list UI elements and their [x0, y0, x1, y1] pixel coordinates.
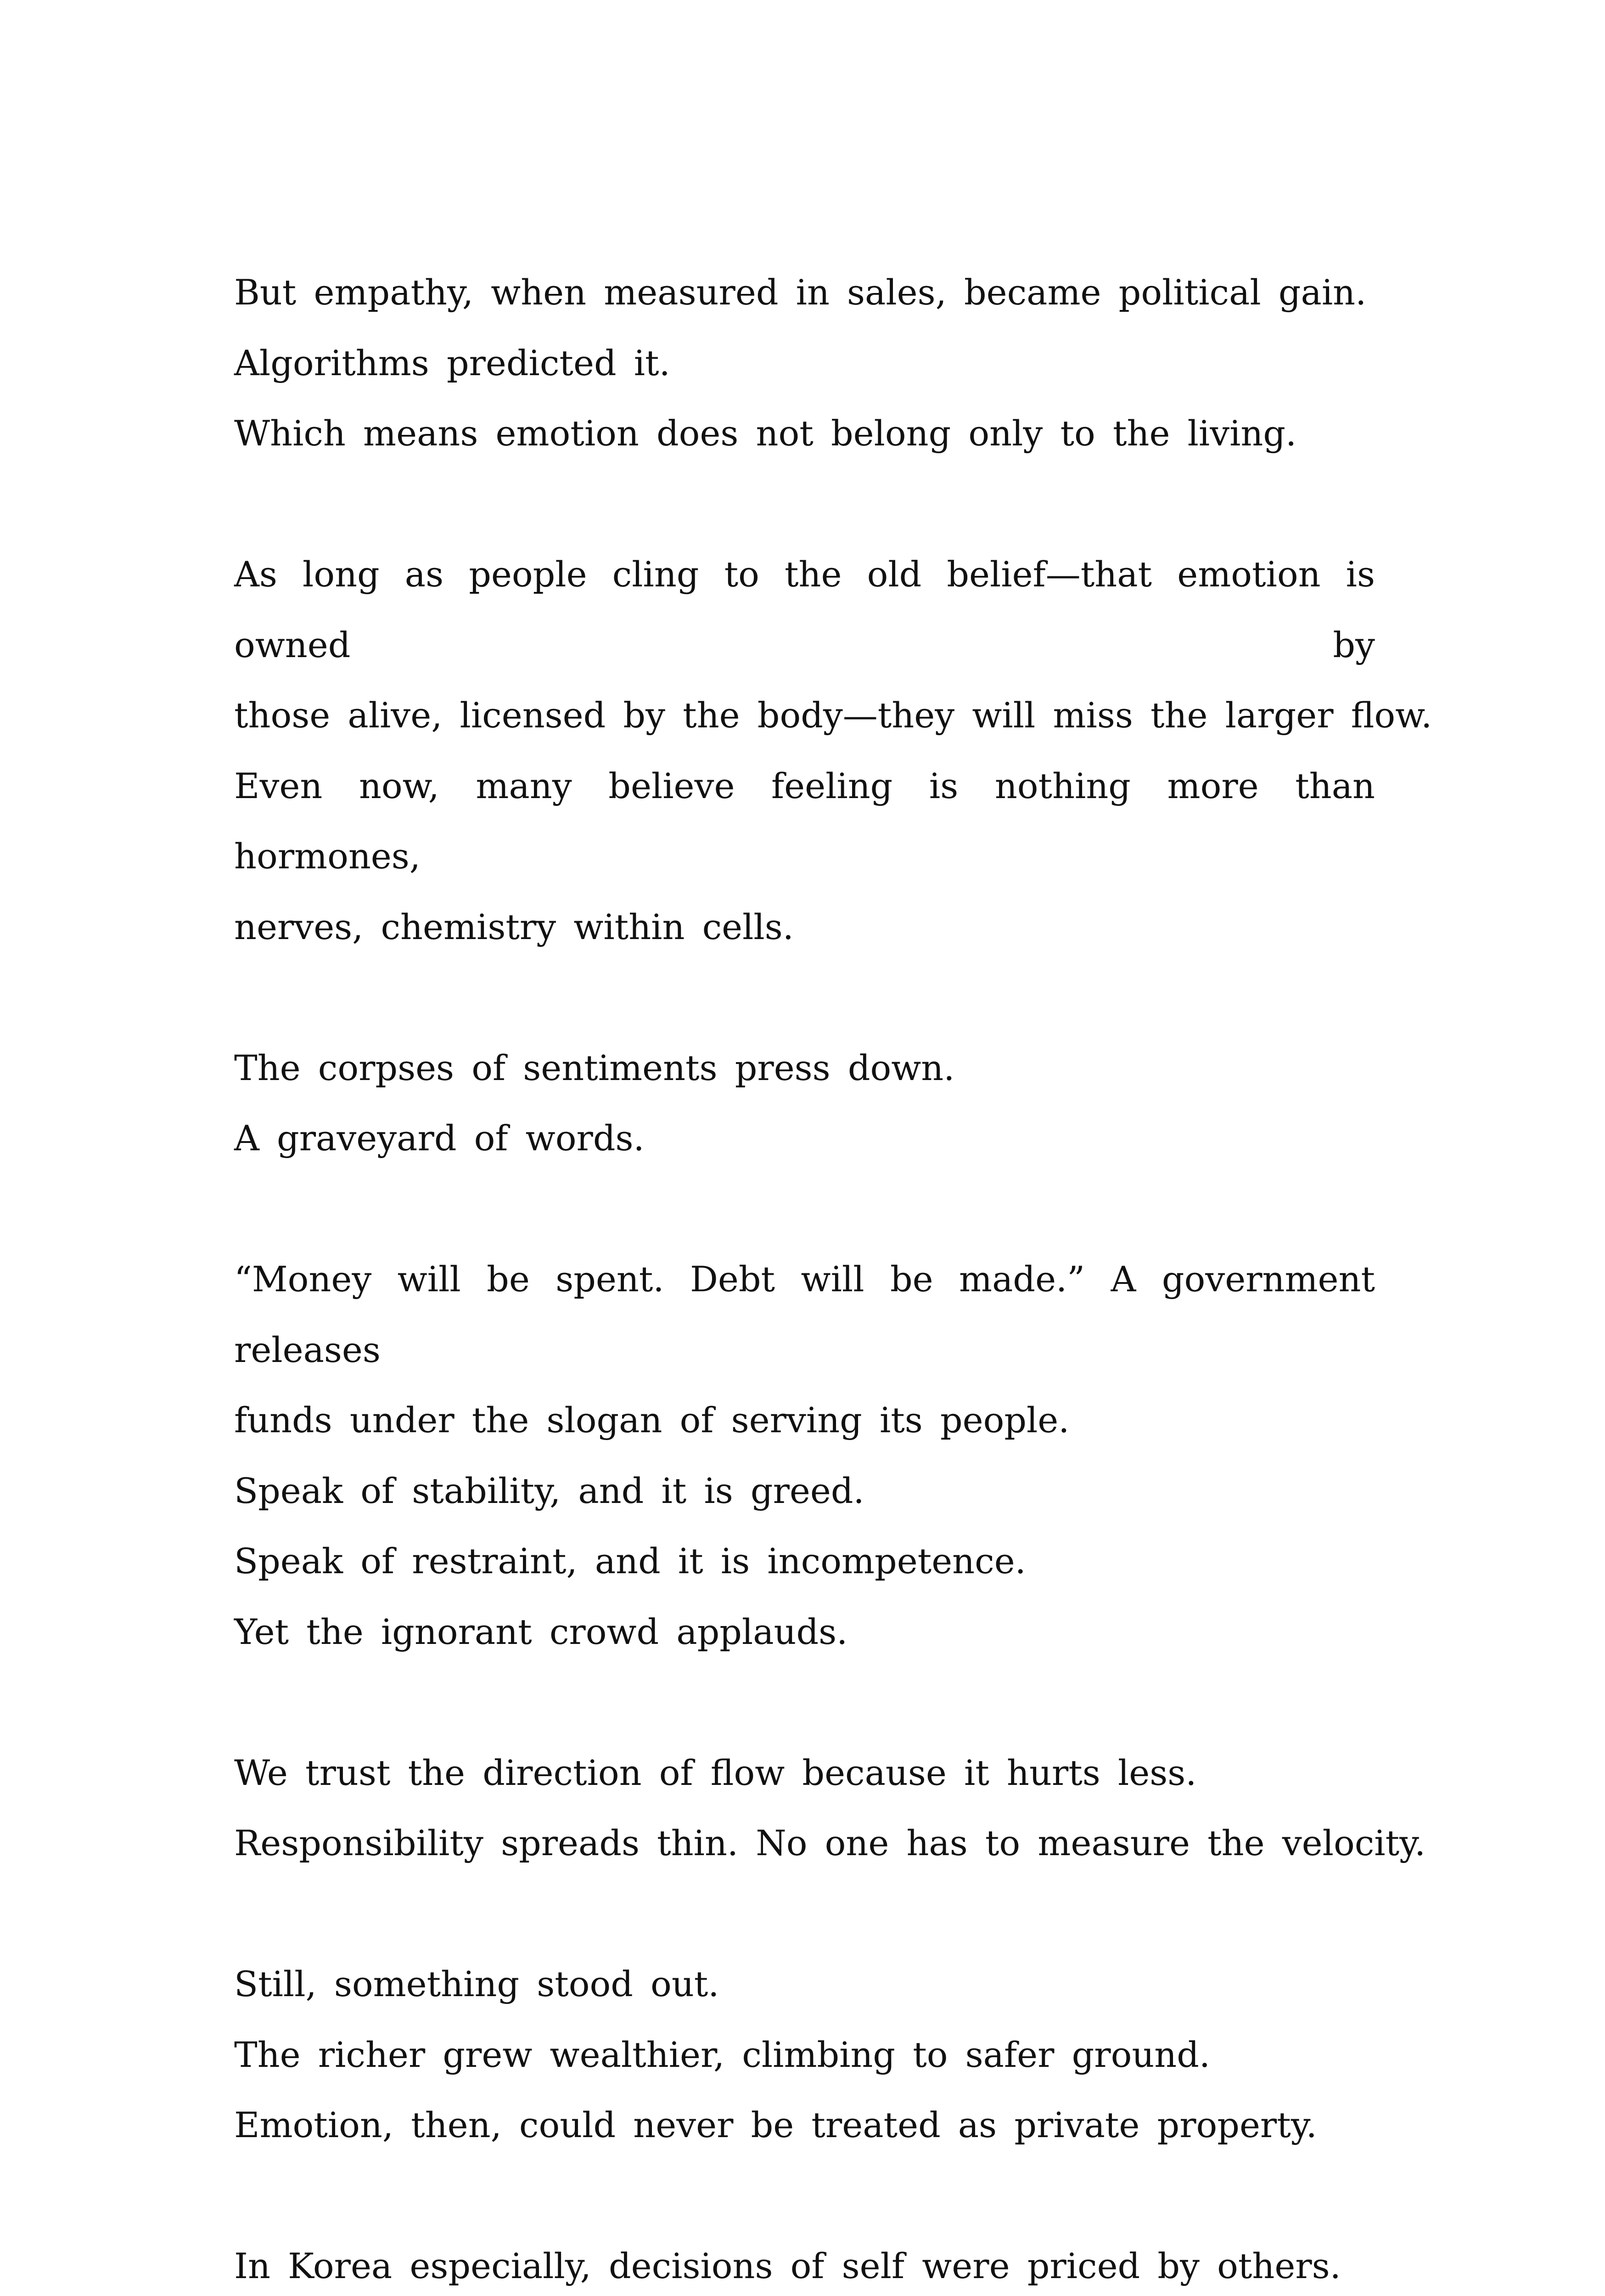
paragraph [234, 1738, 1426, 1879]
text-line: We trust the direction of flow because it hurts less. [234, 1752, 1197, 1793]
text-line: As long as people cling to the old belief—that emotion is owned by [234, 554, 1375, 665]
text-line: Responsibility spreads thin. No one has to measure the velocity. [234, 1823, 1426, 1863]
text-line: Still, something stood out. [234, 1964, 719, 2004]
text-line: Which means emotion does not belong only to the living. [234, 413, 1297, 454]
paragraph [234, 1244, 1375, 1667]
text-line: The corpses of sentiments press down. [234, 1047, 955, 1088]
text-line: funds under the slogan of serving its people. [234, 1400, 1070, 1441]
paragraph [234, 1949, 1375, 2161]
text-line: In Korea especially, decisions of self were priced by others. [234, 2245, 1341, 2286]
text-line: But empathy, when measured in sales, became political gain. [234, 272, 1367, 313]
text-line: “Money will be spent. Debt will be made.” A government releases [234, 1259, 1375, 1370]
text-line: Yet the ignorant crowd applauds. [234, 1611, 848, 1652]
text-line: nerves, chemistry within cells. [234, 906, 794, 947]
paragraph [234, 539, 1432, 962]
text-line: Speak of stability, and it is greed. [234, 1470, 864, 1511]
body-text [234, 257, 1432, 2296]
text-line: The richer grew wealthier, climbing to safer ground. [234, 2034, 1211, 2075]
paragraph [234, 1033, 1375, 1174]
text-line: Algorithms predicted it. [234, 342, 670, 383]
paragraph [234, 257, 1375, 469]
text-line: those alive, licensed by the body—they will miss the larger flow. [234, 695, 1432, 736]
text-line: Even now, many believe feeling is nothing more than hormones, [234, 765, 1375, 877]
paragraph [234, 2231, 1375, 2296]
text-line: A graveyard of words. [234, 1118, 645, 1159]
text-line: Speak of restraint, and it is incompetence. [234, 1541, 1026, 1581]
text-line: Emotion, then, could never be treated as private property. [234, 2105, 1317, 2145]
